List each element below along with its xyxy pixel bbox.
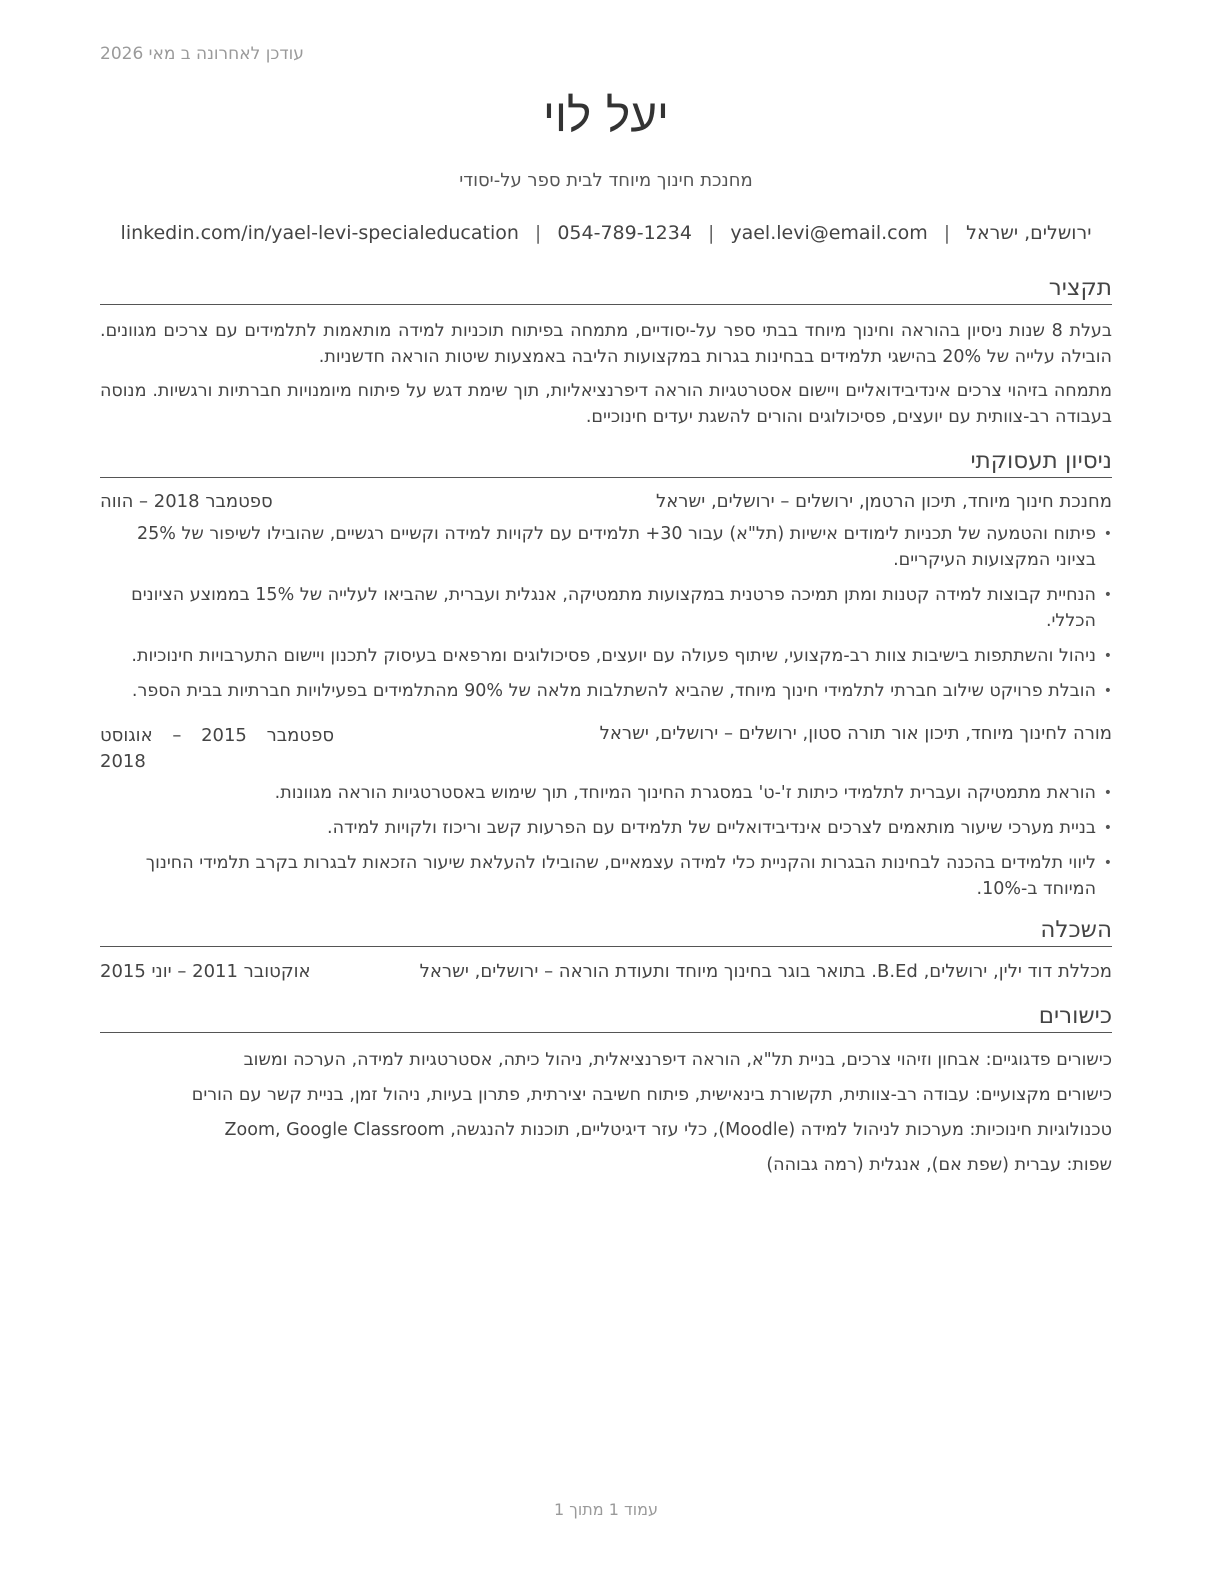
section-heading-education: השכלה	[100, 916, 1112, 947]
summary-paragraph: בעלת 8 שנות ניסיון בהוראה וחינוך מיוחד בבתי ספר על-יסודיים, מתמחה בפיתוח תוכניות למידה מותאמות לתלמידים עם צרכים מגוונים. הובילה עלייה של 20% בהישגי תלמידים בבחינות בגרות במקצועות הליבה באמצעות שיטות הוראה חדשניות.	[100, 321, 1112, 367]
page-number: עמוד 1 מתוך 1	[554, 1500, 658, 1519]
list-item: • בניית מערכי שיעור מותאמים לצרכים אינדיבידואליים של תלמידים עם הפרעות קשב וריכוז ולקויות למידה.	[100, 815, 1112, 841]
job-dates: ספטמבר 2018 – הווה	[100, 491, 273, 512]
education-entry	[100, 961, 1112, 989]
list-item: • הובלת פרויקט שילוב חברתי לתלמידי חינוך מיוחד, שהביא להשתלבות מלאה של 90% מהתלמידים בפעילויות חברתיות בבית הספר.	[100, 678, 1112, 704]
skills-list	[100, 1047, 1112, 1187]
summary-paragraph: מתמחה בזיהוי צרכים אינדיבידואליים ויישום אסטרטגיות הוראה דיפרנציאליות, תוך שימת דגש על פיתוח מיומנויות חברתיות ורגשיות. מנוסה בעבודה רב-צוותית עם יועצים, פסיכולוגים והורים להשגת יעדים חינוכיים.	[100, 381, 1112, 427]
job-title: מורה לחינוך מיוחד, תיכון אור תורה סטון, ירושלים – ירושלים, ישראל	[599, 723, 1112, 744]
list-item: • ניהול והשתתפות בישיבות צוות רב-מקצועי, שיתוף פעולה עם יועצים, פסיכולוגים ומרפאים בעיסוק לתכנון ויישום התערבויות חינוכיות.	[100, 643, 1112, 669]
contact-location: ירושלים, ישראל	[966, 222, 1092, 244]
job-header	[100, 723, 1112, 772]
skill-line: כישורים מקצועיים: עבודה רב-צוותית, תקשורת בינאישית, פיתוח חשיבה יצירתית, פתרון בעיות, ניהול זמן, בניית קשר עם הורים	[191, 1085, 1112, 1105]
contact-separator: |	[943, 222, 951, 244]
last-updated-note: עודכן לאחרונה ב מאי 2026	[100, 44, 304, 64]
job-dates: ספטמבר 2015 – אוגוסט 2018	[100, 725, 335, 772]
education-degree: מכללת דוד ילין, ירושלים, B.Ed. בתואר בוגר בחינוך מיוחד ותעודת הוראה – ירושלים, ישראל	[419, 961, 1112, 982]
job-title: מחנכת חינוך מיוחד, תיכון הרטמן, ירושלים – ירושלים, ישראל	[656, 491, 1112, 512]
skill-line: טכנולוגיות חינוכיות: מערכות לניהול למידה (Moodle), כלי עזר דיגיטליים, תוכנות להנגשה, Zoom, Google Classroom	[224, 1120, 1112, 1140]
list-item: • פיתוח והטמעה של תכניות לימודים אישיות (תל"א) עבור 30+ תלמידים עם לקויות למידה וקשיים רגשיים, שהובילו לשיפור של 25% בציוני המקצועות העיקריים.	[100, 521, 1112, 573]
contact-email[interactable]: yael.levi@email.com	[730, 222, 928, 244]
list-item: • הוראת מתמטיקה ועברית לתלמידי כיתות ז'-ט' במסגרת החינוך המיוחד, תוך שימוש באסטרטגיות הוראה מגוונות.	[100, 780, 1112, 806]
list-item: • הנחיית קבוצות למידה קטנות ומתן תמיכה פרטנית במקצועות מתמטיקה, אנגלית ועברית, שהביאו לעלייה של 15% בממוצע הציונים הכללי.	[100, 582, 1112, 634]
skill-line: שפות: עברית (שפת אם), אנגלית (רמה גבוהה)	[766, 1155, 1112, 1175]
contact-phone[interactable]: 054-789-1234	[557, 222, 692, 244]
candidate-title: מחנכת חינוך מיוחד לבית ספר על-יסודי	[459, 170, 753, 191]
contact-linkedin[interactable]: linkedin.com/in/yael-levi-specialeducation	[120, 222, 519, 244]
section-heading-summary: תקציר	[100, 274, 1112, 305]
section-heading-skills: כישורים	[100, 1002, 1112, 1033]
contact-separator: |	[534, 222, 542, 244]
education-dates: אוקטובר 2011 – יוני 2015	[100, 961, 311, 982]
job-bullets	[100, 521, 1112, 713]
section-heading-experience: ניסיון תעסוקתי	[100, 447, 1112, 478]
candidate-name: יעל לוי	[543, 88, 669, 142]
contact-separator: |	[707, 222, 715, 244]
resume-page	[100, 0, 1112, 1584]
list-item: • ליווי תלמידים בהכנה לבחינות הבגרות והקניית כלי למידה עצמאיים, שהובילו להעלאת שיעור הזכאות לבגרות בקרב תלמידי החינוך המיוחד ב-10%.	[100, 850, 1112, 902]
job-header	[100, 491, 1112, 519]
skill-line: כישורים פדגוגיים: אבחון וזיהוי צרכים, בניית תל"א, הוראה דיפרנציאלית, ניהול כיתה, אסטרטגיות למידה, הערכה ומשוב	[243, 1050, 1112, 1070]
contact-line	[100, 222, 1112, 244]
job-bullets	[100, 780, 1112, 911]
